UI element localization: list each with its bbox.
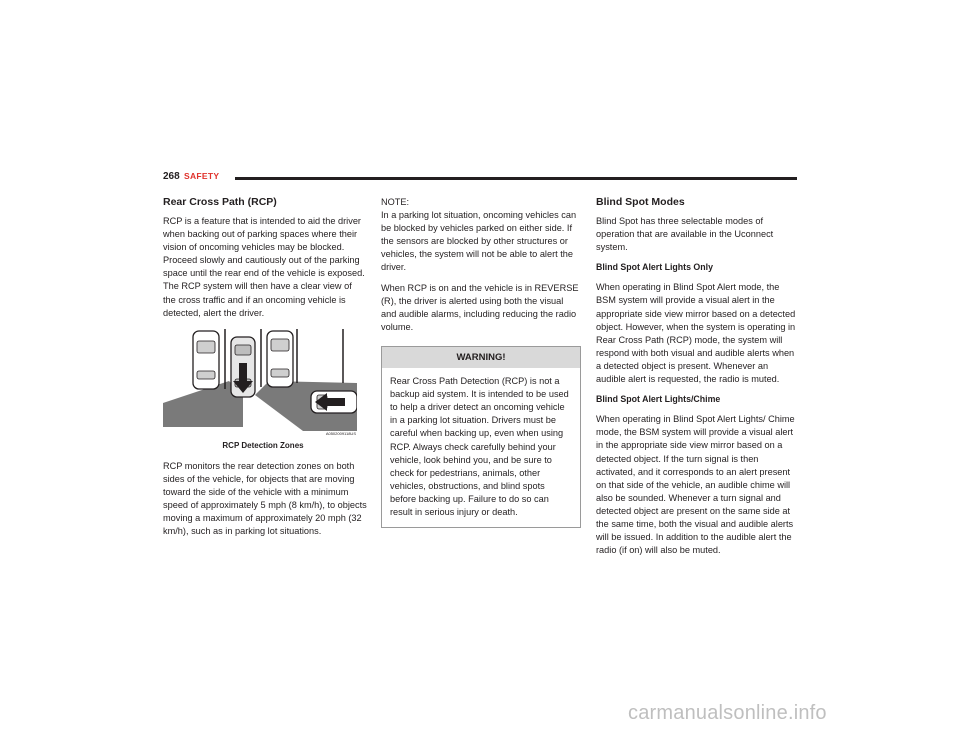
rcp-heading: Rear Cross Path (RCP) (163, 196, 277, 208)
blind-spot-modes-heading: Blind Spot Modes (596, 196, 685, 208)
reverse-paragraph: When RCP is on and the vehicle is in REVERSE (R), the driver is alerted using both the visual and audible alarms, including reducing the radio volume. (381, 282, 579, 332)
warning-text: Rear Cross Path Detection (RCP) is not a backup aid system. It is intended to be used to help a driver detect an oncoming vehicle in a parking lot situation. Drivers must be careful when backing up, even when using RCP. Always check carefully behind your vehicle, look behind you, and be sure to check for pedestrians, animals, other vehicles, obstructions, and blind spots before backing up. Failure to do so can result in serious injury or death. (390, 376, 569, 517)
note-text: In a parking lot situation, oncoming vehicles can be blocked by vehicles parked on either side. If the sensors are blocked by other structures or vehicles, the system will not be able to alert the driver. (381, 210, 577, 273)
note-block (381, 196, 581, 275)
alert-lights-chime-paragraph: When operating in Blind Spot Alert Lights/ Chime mode, the BSM system will provide a visual alert in the appropriate side view mirror based on a detected object. If the turn signal is then activated, and it corresponds to an alert present on that side of the vehicle, an audible chime will also be sounded. Whenever a turn signal and detected object are present on the same side at the same time, both the visual and audible alerts will be issued. In addition to the audible alert the radio (if on) will also be muted. (596, 414, 795, 556)
rcp-intro-paragraph: RCP is a feature that is intended to aid the driver when backing out of parking spaces where their vision of oncoming vehicles may be blocked. Proceed slowly and cautiously out of the parking space until the rear end of the vehicle is exposed. The RCP system will then have a clear view of the cross traffic and if an oncoming vehicle is detected, alert the driver. (163, 216, 365, 318)
figure-caption: RCP Detection Zones (222, 440, 304, 450)
middle-column (381, 196, 581, 528)
rcp-monitor-paragraph: RCP monitors the rear detection zones on both sides of the vehicle, for objects that are moving toward the side of the vehicle with a minimum speed of approximately 5 mph (8 km/h), to objects moving a maximum of approximately 20 mph (32 km/h), such as in parking lot situations. (163, 460, 367, 537)
alert-lights-only-subheading: Blind Spot Alert Lights Only (596, 262, 713, 273)
alert-lights-chime-subheading: Blind Spot Alert Lights/Chime (596, 394, 721, 405)
left-column (163, 196, 367, 545)
header-rule (235, 177, 797, 180)
rcp-detection-zones-figure (163, 327, 357, 437)
parked-car-icon (267, 331, 293, 387)
section-title: SAFETY (184, 171, 220, 181)
watermark: carmanualsonline.info (628, 702, 827, 724)
warning-box (381, 346, 581, 528)
note-label: NOTE: (381, 197, 410, 207)
warning-title: WARNING! (382, 347, 580, 368)
page-number: 268 (163, 171, 180, 182)
right-column (596, 196, 800, 564)
blind-spot-intro: Blind Spot has three selectable modes of operation that are available in the Uconnect system. (596, 216, 774, 253)
page-header (163, 171, 797, 185)
figure-code: A0502009118US (325, 430, 356, 436)
rcp-illustration (163, 327, 357, 437)
parked-car-icon (193, 331, 219, 389)
alert-lights-only-paragraph: When operating in Blind Spot Alert mode, the BSM system will provide a visual alert in the appropriate side view mirror based on a detected object. However, when the system is operating in Rear Cross Path (RCP) mode, the system will respond with both visual and audible alerts when a detected object is present. Whenever an audible alert is requested, the radio is muted. (596, 282, 796, 385)
